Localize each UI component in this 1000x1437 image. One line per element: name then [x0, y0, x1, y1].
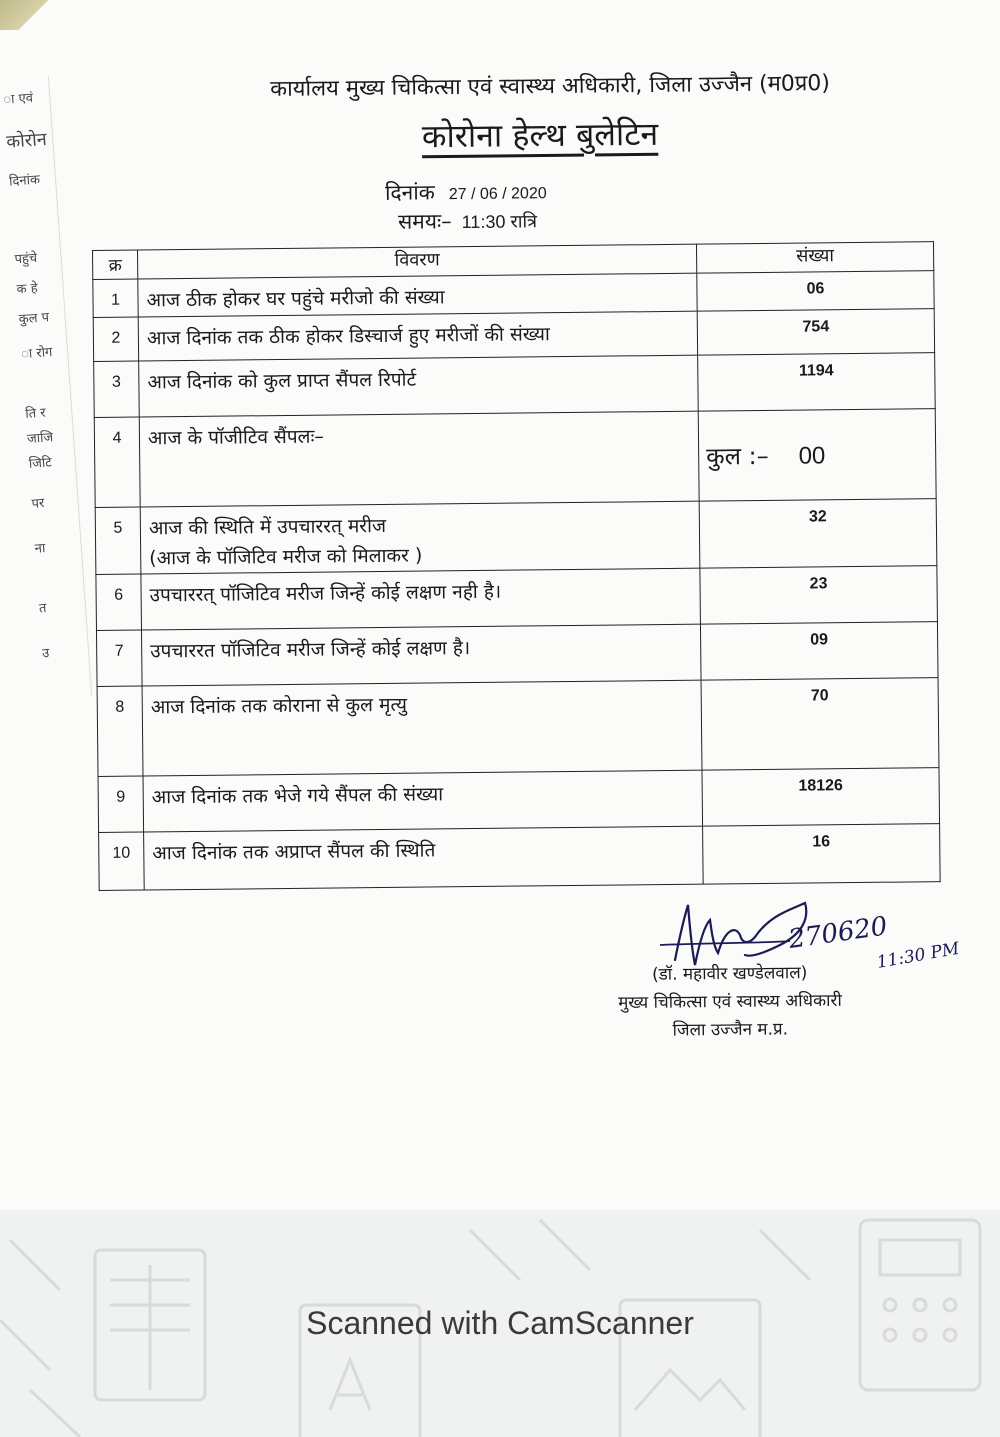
- side-fragment: जिटि: [28, 455, 53, 472]
- date-label: दिनांक: [384, 180, 435, 205]
- positive-total-label: कुल :–: [706, 441, 769, 471]
- side-fragment: ना: [34, 540, 46, 557]
- time-label: समयः–: [397, 209, 452, 234]
- date-value: 27 / 06 / 2020: [448, 185, 547, 204]
- signatory-district: जिला उज्जैन म.प्र.: [672, 1019, 789, 1041]
- row-count: 06: [697, 271, 934, 311]
- side-fragment: त: [38, 601, 47, 617]
- row-description: आज ठीक होकर घर पहुंचे मरीजो की संख्या: [138, 273, 697, 317]
- row-serial: 6: [96, 574, 142, 630]
- row-description: उपचाररत पॉजिटिव मरीज जिन्हें कोई लक्षण है।: [141, 624, 701, 686]
- table-row: [96, 622, 938, 687]
- signatory-designation: मुख्य चिकित्सा एवं स्वास्थ्य अधिकारी: [618, 990, 842, 1014]
- row-count: 1194: [698, 353, 936, 411]
- row-serial: 7: [96, 630, 142, 686]
- bulletin-table-wrap: [92, 241, 941, 891]
- side-fragment: पहुंचे: [14, 250, 38, 268]
- row-description: आज दिनांक तक कोराना से कुल मृत्यु: [142, 680, 702, 776]
- paper-corner: [0, 0, 50, 30]
- office-heading: कार्यालय मुख्य चिकित्सा एवं स्वास्थ्य अधिकारी, जिला उज्जैन (म0प्र0): [269, 71, 831, 102]
- row-description: आज दिनांक को कुल प्राप्त सैंपल रिपोर्ट: [139, 355, 699, 417]
- table-row: [96, 566, 938, 631]
- camscanner-watermark: Scanned with CamScanner: [306, 1305, 694, 1341]
- table-row: [95, 499, 937, 575]
- row-count: 754: [697, 309, 934, 355]
- side-fragment: पर: [31, 495, 45, 512]
- side-fragment: क हे: [16, 280, 39, 298]
- signatory-block: [585, 958, 876, 1045]
- row-count: 18126: [702, 768, 940, 826]
- row-serial: 5: [95, 507, 141, 574]
- adjacent-page-fragments: [0, 77, 92, 699]
- row-serial: 8: [97, 686, 143, 776]
- positive-total: [700, 437, 934, 472]
- signature-stroke: [675, 903, 806, 965]
- table-row: [97, 678, 939, 777]
- row-count: 32: [699, 499, 937, 568]
- handwritten-time: 11:30 PM: [875, 938, 961, 973]
- side-fragment: ति र: [24, 405, 47, 423]
- row-description: आज के पॉजीटिव सैंपलः–: [139, 411, 699, 507]
- side-fragment: कुल प: [18, 310, 50, 328]
- row-description: आज दिनांक तक अप्राप्त सैंपल की स्थिति: [144, 826, 704, 890]
- row-count-cell: [698, 409, 936, 501]
- header-serial: क्र: [93, 250, 138, 279]
- table-row: [94, 353, 936, 418]
- side-fragment: जाजि: [26, 430, 54, 447]
- bulletin-title: कोरोना हेल्थ बुलेटिन: [421, 114, 659, 156]
- side-fragment: ा रोग: [20, 345, 53, 363]
- signatory-name: (डॉ. महावीर खण्डेलवाल): [651, 963, 808, 985]
- side-fragment: कोरोन: [5, 128, 48, 153]
- table-row: [99, 824, 941, 891]
- side-fragment: ा एवं: [2, 90, 34, 108]
- row-serial: 2: [93, 317, 138, 361]
- row-serial: 1: [93, 279, 138, 317]
- side-fragment: उ: [41, 645, 50, 662]
- row-serial: 10: [99, 832, 145, 890]
- row-description-line: आज की स्थिति में उपचाररत् मरीज: [148, 514, 387, 540]
- row-count: 16: [703, 824, 941, 884]
- row-description: [140, 501, 700, 574]
- row-count: 70: [701, 678, 939, 770]
- row-count: 23: [700, 566, 938, 624]
- time-line: [398, 206, 537, 235]
- table-row: [94, 409, 936, 508]
- row-serial: 9: [98, 776, 144, 832]
- time-value: 11:30 रात्रि: [461, 211, 538, 233]
- row-description: उपचाररत् पॉजिटिव मरीज जिन्हें कोई लक्षण नही है।: [141, 568, 701, 630]
- positive-total-value: 00: [798, 442, 826, 470]
- row-count: 09: [700, 622, 938, 680]
- header-count: संख्या: [696, 242, 933, 273]
- table-row: [98, 768, 940, 833]
- row-description: आज दिनांक तक भेजे गये सैंपल की संख्या: [143, 770, 703, 832]
- date-line: [385, 177, 547, 207]
- header-description: विवरण: [138, 244, 697, 279]
- bulletin-table: [92, 241, 941, 891]
- row-serial: 4: [94, 417, 140, 507]
- row-description: आज दिनांक तक ठीक होकर डिस्चार्ज हुए मरीजों की संख्या: [138, 311, 697, 361]
- row-description-note: (आज के पॉजिटिव मरीज को मिलाकर ): [149, 544, 423, 570]
- side-fragment: दिनांक: [8, 172, 41, 190]
- handwritten-date: 270620: [786, 911, 890, 955]
- row-serial: 3: [94, 361, 140, 417]
